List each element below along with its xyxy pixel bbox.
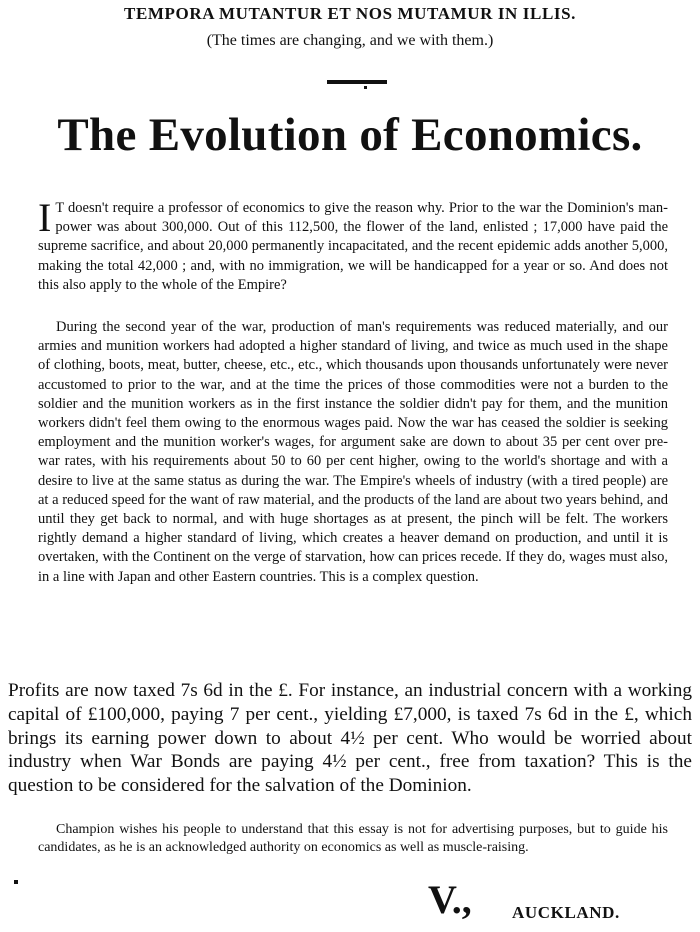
rule-dot <box>364 86 367 89</box>
ornamental-rule <box>327 80 387 84</box>
signature-initial: V., <box>428 877 472 922</box>
latin-motto: TEMPORA MUTANTUR ET NOS MUTAMUR IN ILLIS. <box>124 4 576 23</box>
champion-note: Champion wishes his people to understand that this essay is not for advertising purposes, but to guide his candidates, as he is an acknowledged authority on economics as well as muscle-raising. <box>38 822 668 855</box>
signature-place: AUCKLAND. <box>512 903 620 922</box>
drop-cap: I <box>38 195 52 240</box>
stray-dot-mark <box>14 880 18 884</box>
paragraph-2: During the second year of the war, production of man's requirements was reduced materially, and our armies and munition workers had adopted a higher standard of living, and twice as much used in the shape of clothing, boots, meat, butter, cheese, etc., etc., which thousands upon thousands unfortunately were never accustomed to prior to the war, and at the time the prices of those commodities were not a burden to the soldier and the munition workers as in the first instance the soldier didn't pay for them, and the munition workers didn't feel them owing to the enormous wages paid. Now the war has ceased the soldier is seeking employment and the munition worker's wages, for argument sake are down to about 35 per cent over pre-war rates, with his requirements about 50 to 60 per cent higher, owing to the world's shortage and with a desire to live at the same status as during the war. The Empire's wheels of industry (with a tired people) are at a reduced speed for the want of raw material, and the products of the land are about two years behind, and until they get back to normal, and with huge shortages as at present, the pinch will be felt. The workers rightly demand a higher standard of living, which creates a heaver demand on production, and until it is overtaken, with the Continent on the verge of starvation, how can prices recede. If they do, wages must also, in a line with Japan and other Eastern countries. This is a complex question. <box>38 319 668 585</box>
paragraph-1-text: T doesn't require a professor of economics to give the reason why. Prior to the war the Dominion's man-power was about 300,000. Out of this 112,500, the flower of the land, enlisted ; 17,000 have paid the supreme sacrifice, and about 20,000 permanently incapacitated, and the recent epidemic adds another 5,000, making the total 42,000 ; and, with no immigration, we will be handicapped for a year or so. And does not this also apply to the whole of the Empire? <box>38 200 668 293</box>
article-title: The Evolution of Economics. <box>57 109 643 161</box>
motto-translation: (The times are changing, and we with them.) <box>206 32 494 49</box>
profits-paragraph: Profits are now taxed 7s 6d in the £. For instance, an industrial concern with a working capital of £100,000, paying 7 per cent., yielding £7,000, is taxed 7s 6d in the £, which brings its earning power down to about 4½ per cent. Who would be worried about industry when War Bonds are paying 4½ per cent., free from taxation? This is the question to be considered for the salvation of the Dominion. <box>8 680 692 797</box>
paragraph-1 <box>38 195 668 295</box>
